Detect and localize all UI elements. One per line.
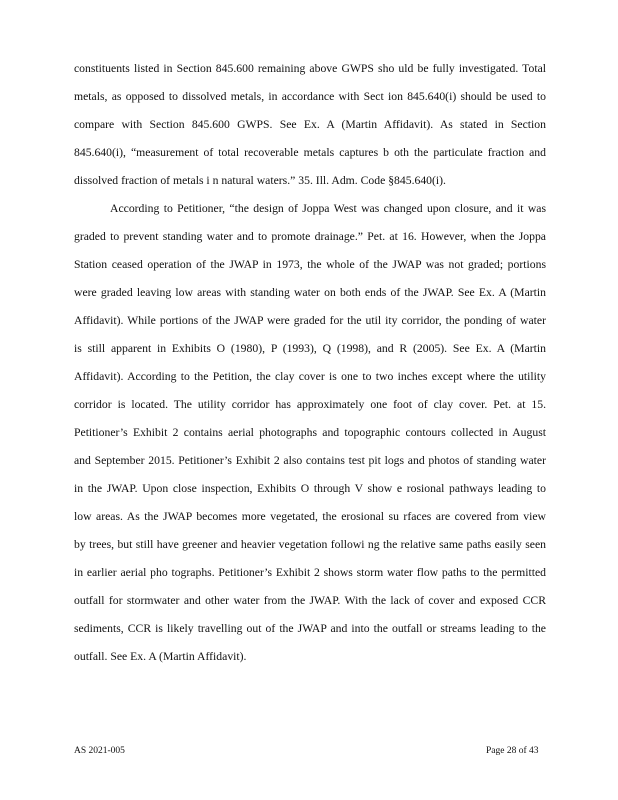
text-line: outfall for stormwater and other water from the JWAP. With the lack of cover and exposed CCR [74, 594, 546, 607]
text-line: corridor is located. The utility corridor has approximately one foot of clay cover. Pet. at 15. [74, 398, 546, 411]
text-line: Affidavit). According to the Petition, the clay cover is one to two inches except where the utility [74, 370, 546, 383]
text-line: constituents listed in Section 845.600 remaining above GWPS sho uld be fully investigated. Total [74, 62, 546, 75]
text-line: low areas. As the JWAP becomes more vegetated, the erosional su rfaces are covered from view [74, 510, 546, 523]
text-line: dissolved fraction of metals i n natural waters.” 35. Ill. Adm. Code §845.640(i). [74, 174, 446, 187]
text-line: Petitioner’s Exhibit 2 contains aerial photographs and topographic contours collected in August [74, 426, 546, 439]
text-line: metals, as opposed to dissolved metals, in accordance with Sect ion 845.640(i) should be used to [74, 90, 546, 103]
case-number: AS 2021-005 [74, 746, 125, 756]
text-line: in the JWAP. Upon close inspection, Exhibits O through V show e rosional pathways leading to [74, 482, 546, 495]
page-number: Page 28 of 43 [486, 746, 539, 756]
text-line: and September 2015. Petitioner’s Exhibit 2 also contains test pit logs and photos of standing water [74, 454, 546, 467]
text-line: is still apparent in Exhibits O (1980), P (1993), Q (1998), and R (2005). See Ex. A (Martin [74, 342, 546, 355]
text-line: outfall. See Ex. A (Martin Affidavit). [74, 650, 247, 663]
text-line: were graded leaving low areas with standing water on both ends of the JWAP. See Ex. A (Martin [74, 286, 546, 299]
text-line: in earlier aerial pho tographs. Petitioner’s Exhibit 2 shows storm water flow paths to the permitted [74, 566, 546, 579]
text-line: graded to prevent standing water and to promote drainage.” Pet. at 16. However, when the Joppa [74, 230, 546, 243]
text-line: According to Petitioner, “the design of Joppa West was changed upon closure, and it was [110, 202, 546, 215]
text-line: compare with Section 845.600 GWPS. See Ex. A (Martin Affidavit). As stated in Section [74, 118, 546, 131]
text-line: sediments, CCR is likely travelling out of the JWAP and into the outfall or streams leading to the [74, 622, 546, 635]
text-line: 845.640(i), “measurement of total recoverable metals captures b oth the particulate fraction and [74, 146, 546, 159]
text-line: by trees, but still have greener and heavier vegetation followi ng the relative same paths easily seen [74, 538, 546, 551]
text-line: Affidavit). While portions of the JWAP were graded for the util ity corridor, the ponding of water [74, 314, 546, 327]
text-line: Station ceased operation of the JWAP in 1973, the whole of the JWAP was not graded; portions [74, 258, 546, 271]
